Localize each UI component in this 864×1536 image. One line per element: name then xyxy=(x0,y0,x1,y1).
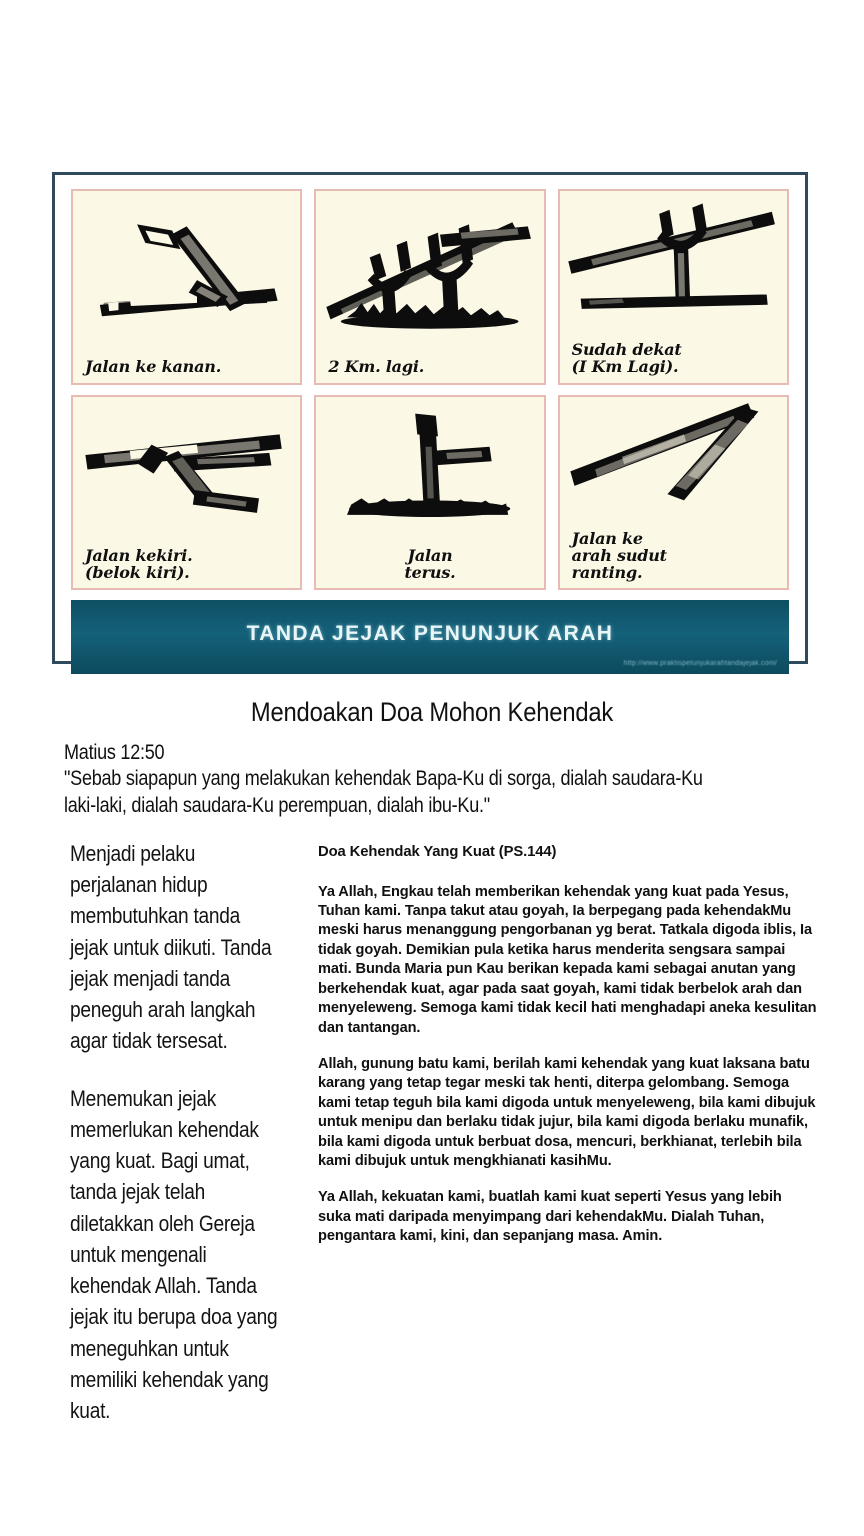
branch-pointing-right-icon xyxy=(73,191,300,359)
page-title: Mendoakan Doa Mohon Kehendak xyxy=(250,697,614,727)
panel-caption-5-line1: Jalan xyxy=(407,545,453,565)
panel-caption-3 xyxy=(560,342,787,383)
prayer-column xyxy=(318,843,818,1247)
panel-caption-6-line3: ranting. xyxy=(571,562,643,582)
scripture-block xyxy=(64,740,718,819)
scripture-reference: Matius 12:50 xyxy=(64,741,165,764)
prayer-paragraph-1: Ya Allah, Engkau telah memberikan kehendak yang kuat pada Yesus, Tuhan kami. Tanpa takut atau goyah, Ia berpegang pada kehendakMu meski harus menanggung pengorbanan yg berat. Tatkala digoda iblis, Ia tidak goyah. Demikian pula ketika harus menderita sengsara sampai mati. Bunda Maria pun Kau berikan kepada kami sebagai anutan yang berkehendak kuat, agar pada saat goyah, kami tidak berbelok arah dan menyeleweng. Semoga kami tidak kecil hati menghadapi aneka kesulitan dan tantangan. xyxy=(318,883,817,1036)
panel-caption-5 xyxy=(316,545,543,589)
one-forked-stick-icon xyxy=(560,191,787,342)
panel-caption-1: Jalan ke kanan. xyxy=(85,356,222,376)
angled-twig-icon xyxy=(560,397,787,531)
figure-inner xyxy=(61,181,799,668)
trail-sign-panel-arah-sudut-ranting xyxy=(558,395,789,591)
prayer-paragraph-3: Ya Allah, kekuatan kami, buatlah kami kuat seperti Yesus yang lebih suka mati daripada menyimpang dari kehendakMu. Dialah Tuhan, pengantara kami, kini, dan sepanjang masa. Amin. xyxy=(318,1189,782,1245)
trail-sign-panel-sudah-dekat xyxy=(558,189,789,385)
prayer-paragraph-2: Allah, gunung batu kami, berilah kami kehendak yang kuat laksana batu karang yang tetap tegar meski tak henti, diterpa gelombang. Semoga kami tetap teguh bila kami digoda untuk menyeleweng, bila kami dibujuk untuk menipu dan berlaku tidak jujur, bila kami digoda berlaku munafik, bila kami digoda untuk berbuat dosa, mencuri, berkhianat, terlebih bila kami dibujuk untuk mengkhianati kasihMu. xyxy=(318,1055,816,1169)
prayer-heading: Doa Kehendak Yang Kuat (PS.144) xyxy=(318,844,557,860)
trail-sign-panel-jalan-ke-kanan xyxy=(71,189,302,385)
trail-sign-panel-jalan-kekiri xyxy=(71,395,302,591)
panel-caption-3-line2: (I Km Lagi). xyxy=(571,356,679,376)
panel-caption-6 xyxy=(560,531,787,588)
branch-pointing-left-icon xyxy=(73,397,300,548)
two-forked-sticks-icon xyxy=(316,191,543,359)
panel-caption-4-line2: (belok kiri). xyxy=(85,562,190,582)
banner-title: TANDA JEJAK PENUNJUK ARAH xyxy=(246,622,614,646)
trail-sign-panel-grid xyxy=(71,189,789,590)
panel-caption-6-line1: Jalan ke xyxy=(571,529,643,549)
figure-banner xyxy=(71,600,789,674)
panel-caption-3-line1: Sudah dekat xyxy=(571,340,682,360)
upright-stick-icon xyxy=(316,397,543,548)
reflection-column xyxy=(70,838,279,1426)
panel-caption-4-line1: Jalan kekiri. xyxy=(85,545,193,565)
panel-caption-2: 2 Km. lagi. xyxy=(328,356,425,376)
scripture-verse: "Sebab siapapun yang melakukan kehendak Bapa-Ku di sorga, dialah saudara-Ku laki-laki, dialah saudara-Ku perempuan, dialah ibu-Ku." xyxy=(64,767,703,817)
panel-caption-6-line2: arah sudut xyxy=(571,545,667,565)
banner-url-watermark: http://www.praktispetunjukarahtandajejak.com/ xyxy=(623,660,777,668)
trail-sign-panel-2km-lagi xyxy=(314,189,545,385)
reflection-paragraph-2: Menemukan jejak memerlukan kehendak yang kuat. Bagi umat, tanda jejak telah diletakkan oleh Gereja untuk mengenali kehendak Allah. Tanda jejak itu berupa doa yang meneguhkan untuk memiliki kehendak yang kuat. xyxy=(70,1085,278,1423)
panel-caption-5-line2: terus. xyxy=(404,562,456,582)
trail-sign-panel-jalan-terus xyxy=(314,395,545,591)
trail-sign-figure xyxy=(52,172,808,668)
panel-caption-4 xyxy=(73,545,300,589)
reflection-paragraph-1: Menjadi pelaku perjalanan hidup membutuhkan tanda jejak untuk diikuti. Tanda jejak menjadi tanda peneguh arah langkah agar tidak tersesat. xyxy=(70,841,272,1054)
